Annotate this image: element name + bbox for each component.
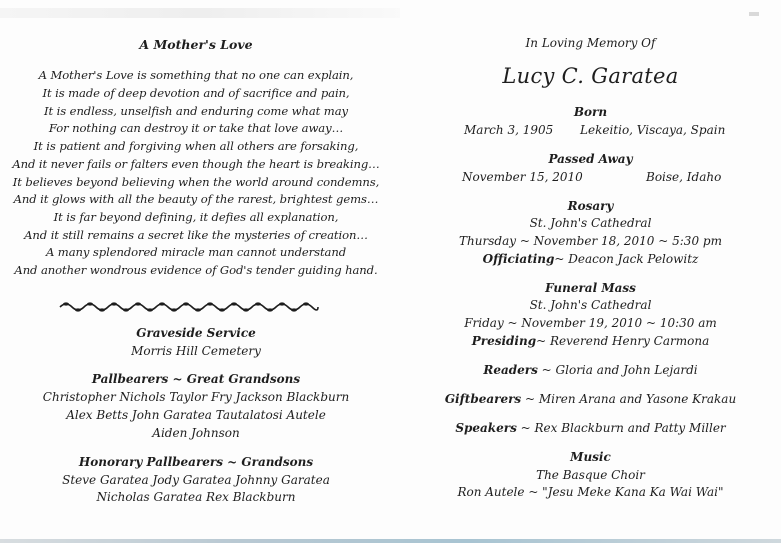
poem-line: It is endless, unselfish and enduring come what may (44, 104, 348, 118)
scan-mark (749, 12, 759, 16)
music-heading: Music (570, 450, 611, 464)
speakers-line (400, 421, 781, 435)
officiating-value: ~ Deacon Jack Pelowitz (554, 252, 699, 266)
giftbearers-value: ~ Miren Arana and Yasone Krakau (521, 392, 737, 406)
born-date: March 3, 1905 (464, 123, 554, 137)
pallbearers-heading: Pallbearers ~ Great Grandsons (91, 372, 301, 386)
presiding-label: Presiding (471, 334, 537, 348)
honorary-line: Nicholas Garatea Rex Blackburn (96, 490, 296, 504)
poem-line: And it glows with all the beauty of the rarest, brightest gems… (13, 192, 379, 206)
poem-line: It is patient and forgiving when all others are forsaking, (33, 139, 359, 153)
mass-time: Friday ~ November 19, 2010 ~ 10:30 am (464, 316, 717, 330)
born-place: Lekeitio, Viscaya, Spain (580, 123, 726, 137)
mass-heading: Funeral Mass (545, 281, 636, 295)
readers-label: Readers (483, 363, 538, 377)
poem-line: It is made of deep devotion and of sacrifice and pain, (42, 86, 350, 100)
giftbearers-line (400, 392, 781, 406)
scan-smudge (0, 8, 400, 18)
graveside-location: Morris Hill Cemetery (131, 344, 261, 358)
poem-line: And it never fails or falters even though the heart is breaking… (12, 157, 380, 171)
vine-ornament-divider (58, 300, 320, 314)
passed-heading: Passed Away (548, 152, 633, 166)
rosary-location: St. John's Cathedral (529, 216, 652, 230)
music-song: Ron Autele ~ "Jesu Meke Kana Ka Wai Wai" (457, 485, 724, 499)
honorary-heading: Honorary Pallbearers ~ Grandsons (78, 455, 314, 469)
rosary-heading: Rosary (567, 199, 614, 213)
giftbearers-label: Giftbearers (444, 392, 522, 406)
graveside-heading: Graveside Service (136, 326, 256, 340)
poem-line: For nothing can destroy it or take that love away… (48, 121, 344, 135)
poem-title: A Mother's Love (139, 37, 253, 52)
officiating-line (400, 252, 781, 266)
passed-place: Boise, Idaho (646, 170, 722, 184)
born-heading: Born (573, 105, 608, 119)
pallbearers-line: Aiden Johnson (152, 426, 240, 440)
mass-location: St. John's Cathedral (529, 298, 652, 312)
officiating-label: Officiating (482, 252, 555, 266)
presiding-value: ~ Reverend Henry Carmona (536, 334, 710, 348)
window-bottom-edge (0, 539, 781, 543)
music-group: The Basque Choir (536, 468, 645, 482)
deceased-name: Lucy C. Garatea (502, 64, 679, 88)
in-memory-heading: In Loving Memory Of (525, 36, 656, 50)
poem-line: And it still remains a secret like the mysteries of creation… (24, 228, 368, 242)
rosary-time: Thursday ~ November 18, 2010 ~ 5:30 pm (459, 234, 722, 248)
poem-line: It believes beyond believing when the world around condemns, (12, 175, 380, 189)
readers-line (400, 363, 781, 377)
pallbearers-line: Alex Betts John Garatea Tautalatosi Autele (66, 408, 326, 422)
presiding-line (400, 334, 781, 348)
passed-date: November 15, 2010 (462, 170, 583, 184)
speakers-label: Speakers (455, 421, 517, 435)
poem-line: A Mother's Love is something that no one can explain, (38, 68, 354, 82)
speakers-value: ~ Rex Blackburn and Patty Miller (516, 421, 726, 435)
readers-value: ~ Gloria and John Lejardi (537, 363, 698, 377)
poem-line: A many splendored miracle man cannot understand (45, 245, 347, 259)
poem-line: And another wondrous evidence of God's tender guiding hand. (14, 263, 378, 277)
poem-line: It is far beyond defining, it defies all explanation, (53, 210, 339, 224)
pallbearers-line: Christopher Nichols Taylor Fry Jackson Blackburn (42, 390, 350, 404)
honorary-line: Steve Garatea Jody Garatea Johnny Garatea (62, 473, 330, 487)
